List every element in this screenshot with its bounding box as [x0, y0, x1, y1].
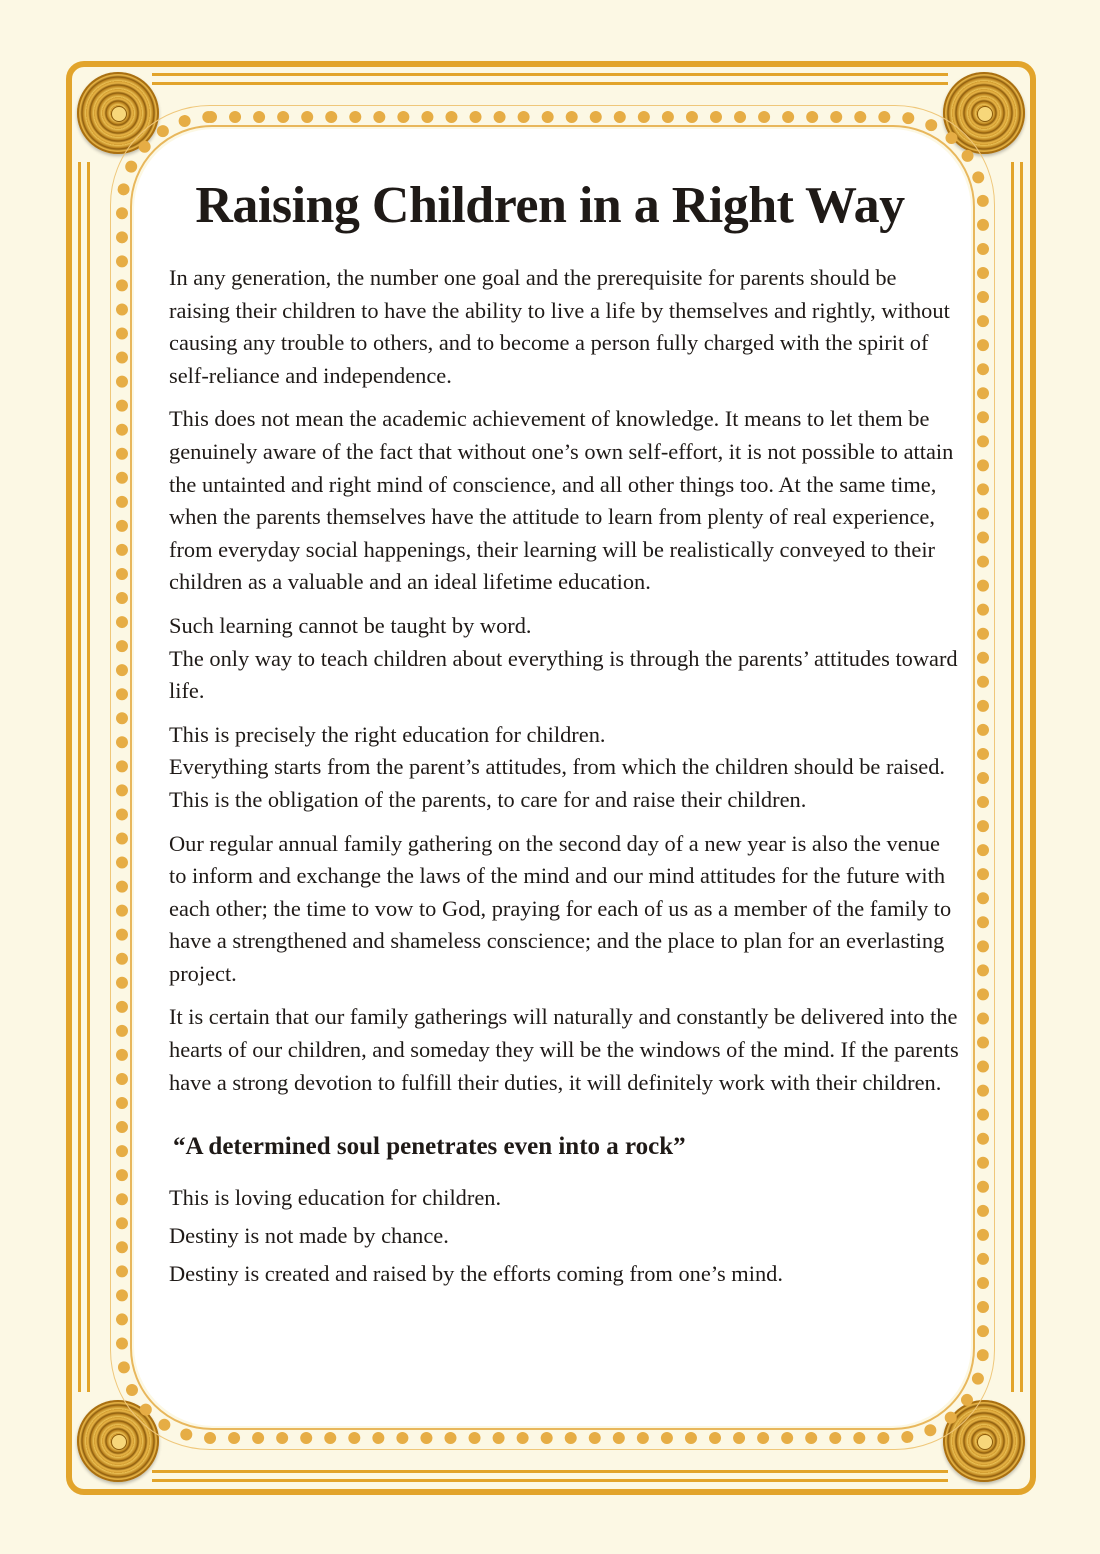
paragraph [169, 262, 959, 392]
sentence: In any generation, the number one goal and the prerequisite for parents should be raising their children to have the ability to live a life by themselves and rightly, without causing any trouble to others, and to become a person fully charged with the spirit of self-reliance and independence. [169, 265, 950, 388]
paragraph [169, 610, 959, 708]
paragraph [169, 828, 959, 991]
right-rule [1020, 162, 1023, 1392]
closing-lines [169, 1182, 959, 1290]
sentence: Such learning cannot be taught by word. [169, 612, 532, 638]
sentence: It is certain that our family gatherings will naturally and constantly be delivered into the hearts of our children, and someday they will be the windows of the mind. If the parents have a strong devotion to fulfill their duties, it will definitely work with their children. [169, 1004, 959, 1095]
top-rule-inner [152, 82, 948, 85]
quote: “A determined soul penetrates even into a rock” [173, 1133, 686, 1161]
left-rule-inner [87, 162, 90, 1392]
right-rule-inner [1011, 162, 1014, 1392]
sentence: Our regular annual family gathering on the second day of a new year is also the venue to inform and exchange the laws of the mind and our mind attitudes for the future with each other; the time to vow to God, praying for each of us as a member of the family to have a strengthened and shameless conscience; and the place to plan for an everlasting project. [169, 830, 952, 986]
sentence: Everything starts from the parent’s attitudes, from which the children should be raised. [169, 754, 946, 780]
sentence: This does not mean the academic achievement of knowledge. It means to let them be genuinely aware of the fact that without one’s own self-effort, it is not possible to attain the untainted and right mind of conscience, and all other things too. At the same time, when the parents themselves have the attitude to learn from plenty of real experience, from everyday social happenings, their learning will be realistically conveyed to their children as a valuable and an ideal lifetime education. [169, 406, 954, 595]
page-title: Raising Children in a Right Way [195, 177, 905, 234]
paragraph [169, 1001, 959, 1099]
bottom-rule [152, 1470, 948, 1473]
closing-line: Destiny is not made by chance. [169, 1222, 449, 1248]
closing-line: Destiny is created and raised by the efforts coming from one’s mind. [169, 1260, 783, 1286]
sentence: This is precisely the right education for children. [169, 721, 606, 747]
body-text [169, 262, 959, 1296]
paragraph [169, 403, 959, 599]
bottom-rule-inner [152, 1479, 948, 1482]
sentence: The only way to teach children about everything is through the parents’ attitudes toward life. [169, 645, 958, 704]
paragraph [169, 719, 959, 817]
closing-line: This is loving education for children. [169, 1184, 502, 1210]
top-rule [152, 73, 948, 76]
left-rule [78, 162, 81, 1392]
sentence: This is the obligation of the parents, to care for and raise their children. [169, 786, 807, 812]
